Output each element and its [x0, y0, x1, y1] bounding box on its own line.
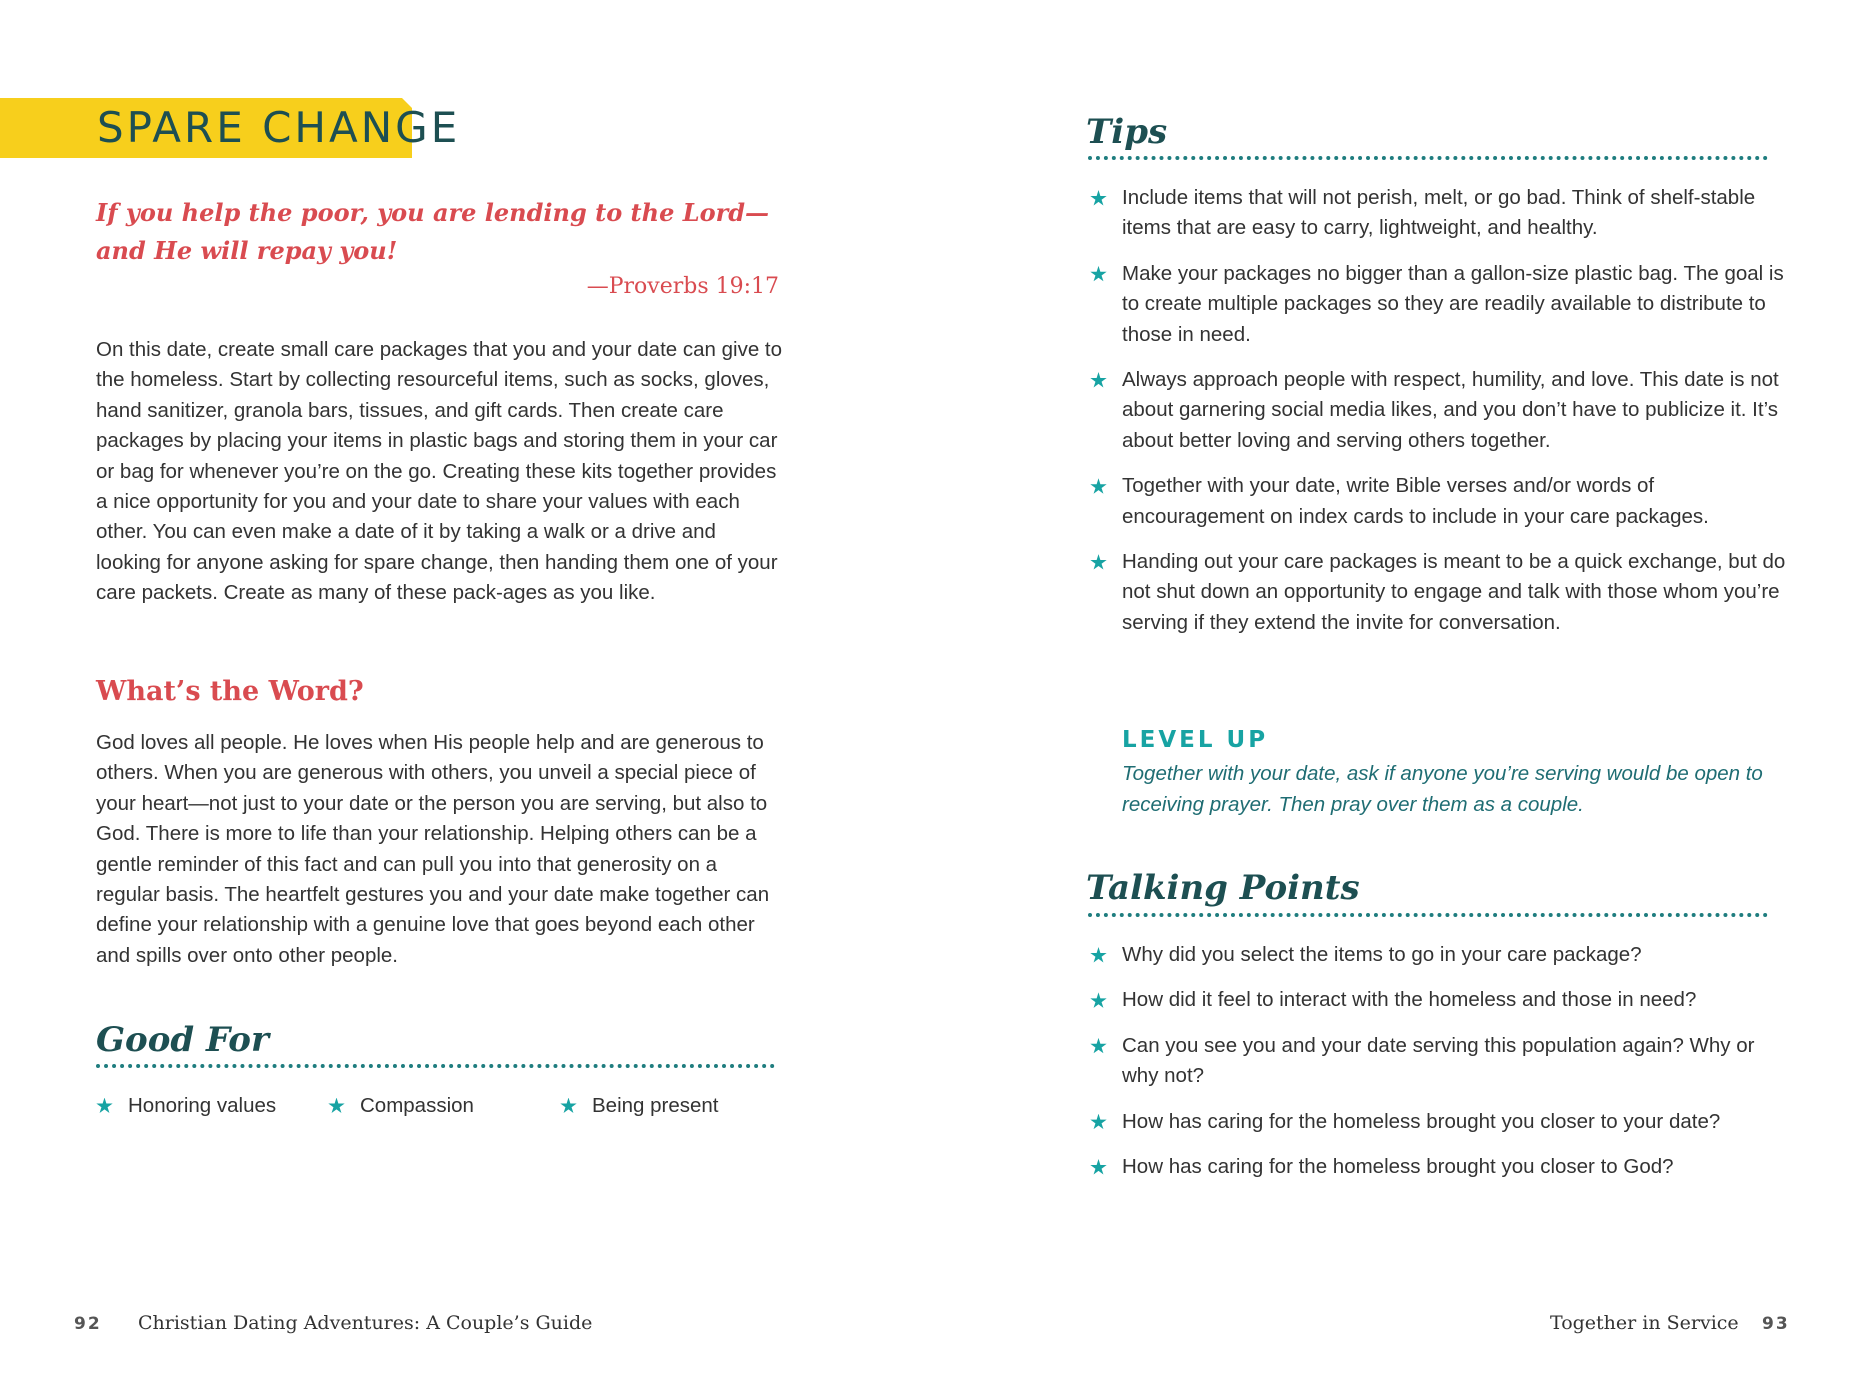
star-icon — [1090, 1114, 1107, 1131]
list-item: Make your packages no bigger than a gallon-size plastic bag. The goal is to create multiple packages so they are readily available to distribute to those in need. — [1090, 259, 1790, 350]
star-icon — [328, 1098, 345, 1115]
star-icon — [1090, 1159, 1107, 1176]
tips-list — [1090, 183, 1790, 653]
talking-points-divider — [1088, 913, 1768, 917]
star-icon — [1090, 992, 1107, 1009]
list-item: Honoring values — [96, 1094, 328, 1118]
scripture-reference: —Proverbs 19:17 — [586, 274, 779, 299]
page-title: SPARE CHANGE — [97, 103, 461, 152]
intro-paragraph: On this date, create small care packages that you and your date can give to the homeless. Start by collecting resourceful items, such as socks, gloves, hand sanitizer, granola bars, tissues, and gift cards. Then create care packages by placing your items in plastic bags and storing them in your car or bag for whenever you’re on the go. Creating these kits together provides a nice opportunity for you and your date to share your values with each other. You can even make a date of it by taking a walk or a drive and looking for anyone asking for spare change, then handing them one of your care packets. Create as many of these pack-ages as you like. — [96, 338, 783, 605]
star-icon — [1090, 554, 1107, 571]
good-for-heading: Good For — [96, 1020, 269, 1060]
good-for-list — [96, 1094, 796, 1118]
level-up-text: Together with your date, ask if anyone you’re serving would be open to receiving prayer. Then pray over them as a couple. — [1122, 762, 1763, 816]
list-item: Compassion — [328, 1094, 560, 1118]
left-running-title: Christian Dating Adventures: A Couple’s Guide — [138, 1312, 593, 1334]
section-heading: What’s the Word? — [96, 676, 364, 707]
talking-points-list — [1090, 940, 1790, 1197]
star-icon — [1090, 947, 1107, 964]
list-item: Being present — [560, 1094, 792, 1118]
list-item: Handing out your care packages is meant to be a quick exchange, but do not shut down an opportunity to engage and talk with those whom you’re serving if they extend the invite for conversation. — [1090, 547, 1790, 638]
right-running-title: Together in Service — [1550, 1312, 1739, 1334]
star-icon — [1090, 266, 1107, 283]
talking-points-heading: Talking Points — [1086, 868, 1360, 908]
left-page-number: 92 — [74, 1314, 102, 1334]
list-item: Together with your date, write Bible verses and/or words of encouragement on index cards to include in your care packages. — [1090, 471, 1790, 532]
good-for-divider — [96, 1064, 775, 1068]
right-page-number: 93 — [1762, 1314, 1790, 1334]
list-item: Why did you select the items to go in your care package? — [1090, 940, 1790, 970]
scripture-quote: If you help the poor, you are lending to the Lord—and He will repay you! — [96, 198, 770, 265]
tips-divider — [1088, 156, 1768, 160]
star-icon — [1090, 372, 1107, 389]
list-item: Always approach people with respect, humility, and love. This date is not about garnering social media likes, and you don’t have to publicize it. It’s about better loving and serving others together. — [1090, 365, 1790, 456]
list-item: Can you see you and your date serving this population again? Why or why not? — [1090, 1031, 1790, 1092]
list-item: How has caring for the homeless brought you closer to God? — [1090, 1152, 1790, 1182]
star-icon — [1090, 190, 1107, 207]
word-paragraph: God loves all people. He loves when His people help and are generous to others. When you are generous with others, you unveil a special piece of your heart—not just to your date or the person you are serving, but also to God. There is more to life than your relationship. Helping others can be a gentle reminder of this fact and can pull you into that generosity on a regular basis. The heartfelt gestures you and your date make together can define your relationship with a genuine love that goes beyond each other and spills over onto other people. — [96, 731, 770, 967]
star-icon — [1090, 478, 1107, 495]
list-item: How did it feel to interact with the homeless and those in need? — [1090, 985, 1790, 1015]
star-icon — [560, 1098, 577, 1115]
star-icon — [96, 1098, 113, 1115]
level-up-heading: LEVEL UP — [1122, 727, 1269, 753]
list-item: Include items that will not perish, melt, or go bad. Think of shelf-stable items that are easy to carry, lightweight, and healthy. — [1090, 183, 1790, 244]
tips-heading: Tips — [1086, 112, 1168, 152]
star-icon — [1090, 1038, 1107, 1055]
list-item: How has caring for the homeless brought you closer to your date? — [1090, 1107, 1790, 1137]
